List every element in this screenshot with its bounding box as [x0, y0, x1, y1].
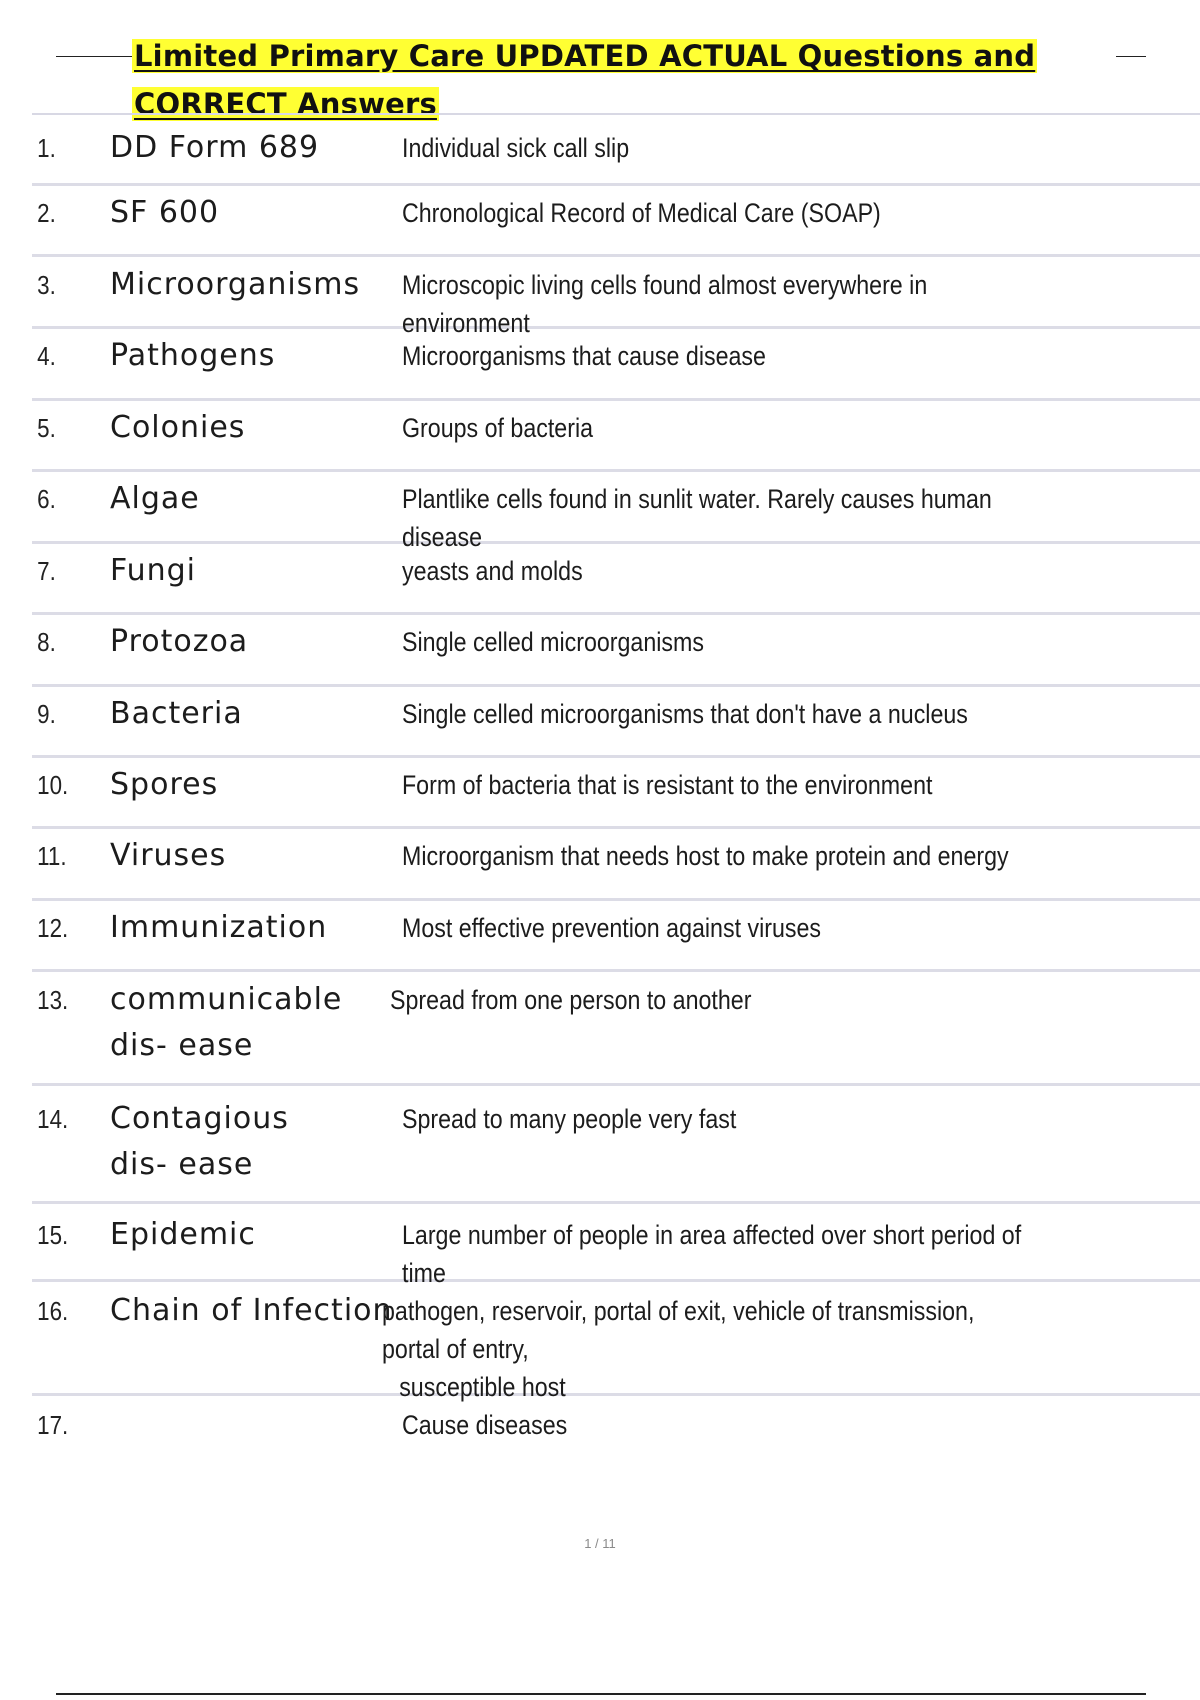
row-term: Bacteria: [110, 696, 243, 731]
row-definition: Groups of bacteria: [402, 413, 594, 443]
row-definition: Single celled microorganisms that don't have a nucleus: [402, 699, 968, 729]
page-number: 1 / 11: [584, 1536, 616, 1551]
row-term: Protozoa: [110, 624, 249, 659]
table-row: [32, 1396, 1200, 1456]
table-row: [32, 687, 1200, 758]
row-term: Immunization: [110, 910, 328, 945]
title-rule-left: [56, 56, 132, 57]
row-definition: Microorganisms that cause disease: [402, 341, 766, 371]
row-definition: Single celled microorganisms: [402, 627, 704, 657]
row-definition: Microscopic living cells found almost everywhere in environment: [402, 270, 928, 338]
table-row: [32, 329, 1200, 401]
table-row: [32, 829, 1200, 901]
row-term: Fungi: [110, 553, 197, 588]
table-row: [32, 115, 1200, 186]
table-row: [32, 401, 1200, 472]
row-term: Colonies: [110, 410, 246, 445]
row-term: DD Form 689: [110, 130, 320, 165]
table-row: [32, 972, 1200, 1086]
row-term: Spores: [110, 767, 219, 802]
table-row: [32, 1204, 1200, 1288]
row-definition: yeasts and molds: [402, 556, 583, 586]
row-term: Microorganisms: [110, 267, 361, 302]
row-term: Epidemic: [110, 1217, 256, 1252]
row-number: 3.: [37, 270, 56, 300]
table-row: [32, 758, 1200, 829]
row-number: 12.: [37, 913, 69, 943]
row-number: 1.: [37, 133, 56, 163]
row-definition: [382, 1282, 1085, 1406]
row-term: Viruses: [110, 838, 227, 873]
table-row: [32, 257, 1200, 338]
row-number: 9.: [37, 699, 56, 729]
table-row: [32, 901, 1200, 972]
row-number: 14.: [37, 1104, 69, 1134]
row-definition: Spread to many people very fast: [402, 1104, 737, 1134]
row-number: 13.: [37, 985, 69, 1015]
row-number: 6.: [37, 484, 56, 514]
table-row: [32, 544, 1200, 615]
row-definition-line1: pathogen, reservoir, portal of exit, vehicle of transmission, portal of entry,: [382, 1296, 975, 1364]
row-number: 2.: [37, 198, 56, 228]
row-definition: Cause diseases: [402, 1410, 568, 1440]
row-number: 17.: [37, 1410, 69, 1440]
row-number: 4.: [37, 341, 56, 371]
row-number: 8.: [37, 627, 56, 657]
table-row: [32, 1086, 1200, 1204]
row-definition-line2: susceptible host: [399, 1372, 566, 1402]
document-header: [56, 28, 1146, 121]
row-definition: Plantlike cells found in sunlit water. Rarely causes human disease: [402, 484, 992, 552]
table-row: [32, 186, 1200, 257]
row-definition: Large number of people in area affected over short period of time: [402, 1220, 1022, 1288]
row-definition: Spread from one person to another: [390, 985, 752, 1015]
row-number: 11.: [37, 841, 67, 871]
bottom-rule: [56, 1693, 1146, 1695]
document-title: Limited Primary Care UPDATED ACTUAL Questions and CORRECT Answers: [134, 39, 1036, 121]
row-term: Pathogens: [110, 338, 276, 373]
row-number: 5.: [37, 413, 56, 443]
row-term: Contagious dis- ease: [110, 1101, 289, 1182]
row-definition: Most effective prevention against viruses: [402, 913, 822, 943]
row-number: 7.: [37, 556, 56, 586]
row-term: Algae: [110, 481, 200, 516]
row-number: 16.: [37, 1296, 69, 1326]
row-definition: Form of bacteria that is resistant to the environment: [402, 770, 933, 800]
table-row: [32, 615, 1200, 687]
row-term: Chain of Infection: [110, 1293, 393, 1328]
title-rule-right: [1116, 56, 1146, 57]
table-row: [32, 472, 1200, 552]
flashcard-table: [32, 113, 1200, 1456]
row-definition: Chronological Record of Medical Care (SOAP): [402, 198, 881, 228]
row-term: SF 600: [110, 195, 220, 230]
row-definition: Individual sick call slip: [402, 133, 630, 163]
table-row: [32, 1282, 1200, 1402]
row-number: 15.: [37, 1220, 69, 1250]
row-term: communicable dis- ease: [110, 982, 343, 1063]
row-definition: Microorganism that needs host to make protein and energy: [402, 841, 1009, 871]
row-term: [110, 1396, 402, 1402]
row-number: 10.: [37, 770, 69, 800]
